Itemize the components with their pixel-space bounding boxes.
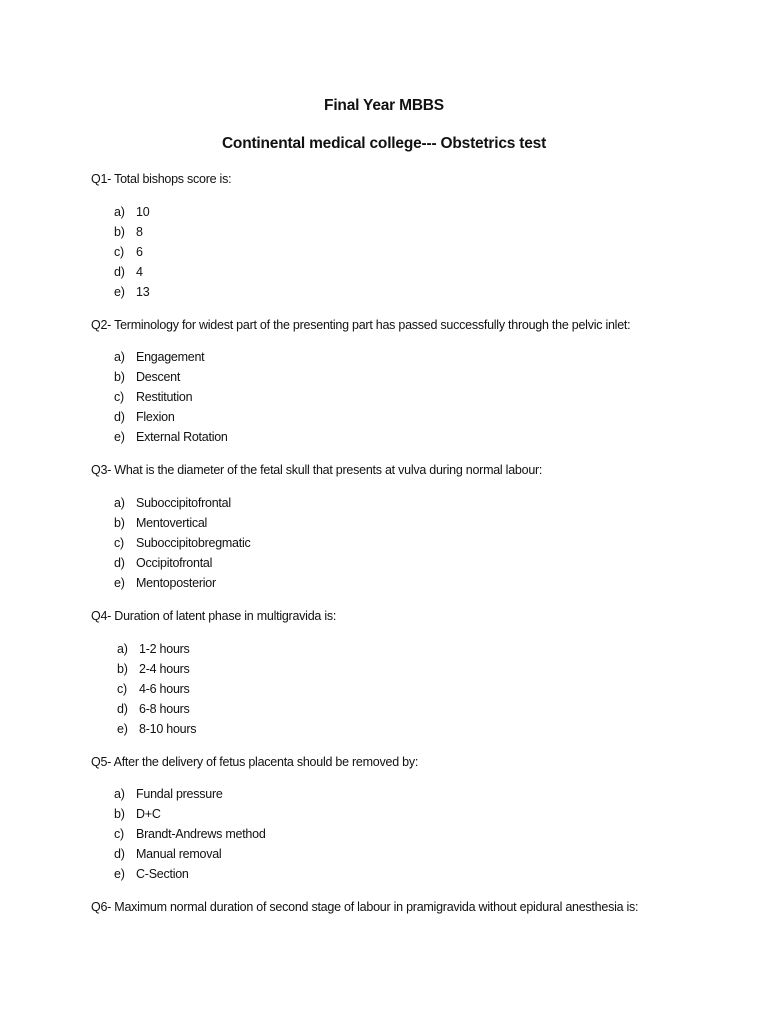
option-letter: d) <box>114 410 125 425</box>
document-subtitle: Continental medical college--- Obstetrics test <box>221 135 547 152</box>
option-letter: d) <box>117 702 128 717</box>
option-letter: a) <box>114 496 125 510</box>
option-text: 6 <box>136 245 143 260</box>
option-letter: e) <box>114 576 125 591</box>
option-letter: b) <box>114 516 125 531</box>
question-5-text: Q5- After the delivery of fetus placenta should be removed by: <box>91 755 419 769</box>
option-text: C-Section <box>136 867 189 882</box>
option-letter: c) <box>114 536 124 551</box>
option-letter: d) <box>114 847 125 862</box>
option-letter: e) <box>114 867 125 882</box>
question-6-text: Q6- Maximum normal duration of second stage of labour in pramigravida without epidural anesthesia is: <box>91 900 639 914</box>
option-text: 4-6 hours <box>139 682 190 697</box>
option-text: 6-8 hours <box>139 702 190 717</box>
question-2-text: Q2- Terminology for widest part of the presenting part has passed successfully through the pelvic inlet: <box>91 318 631 332</box>
option-letter: a) <box>117 642 128 656</box>
option-text: D+C <box>136 807 161 822</box>
option-text: Occipitofrontal <box>136 556 213 571</box>
option-text: Manual removal <box>136 847 222 862</box>
option-letter: a) <box>114 205 125 219</box>
option-text: Mentovertical <box>136 516 208 531</box>
option-text: External Rotation <box>136 430 228 445</box>
option-text: 10 <box>136 205 150 219</box>
option-text: Suboccipitofrontal <box>136 496 231 510</box>
option-letter: c) <box>114 390 124 405</box>
option-text: Engagement <box>136 350 205 364</box>
option-letter: c) <box>117 682 127 697</box>
option-letter: c) <box>114 827 124 842</box>
option-text: Fundal pressure <box>136 787 223 801</box>
option-text: 8 <box>136 225 143 240</box>
question-3-text: Q3- What is the diameter of the fetal skull that presents at vulva during normal labour: <box>91 463 543 477</box>
question-4-text: Q4- Duration of latent phase in multigravida is: <box>91 609 337 623</box>
option-text: Brandt-Andrews method <box>136 827 266 842</box>
option-letter: e) <box>117 722 128 737</box>
option-letter: b) <box>114 225 125 240</box>
option-letter: d) <box>114 556 125 571</box>
option-letter: e) <box>114 430 125 445</box>
option-letter: b) <box>117 662 128 677</box>
option-text: 4 <box>136 265 143 280</box>
option-text: 13 <box>136 285 150 300</box>
option-letter: d) <box>114 265 125 280</box>
option-text: Descent <box>136 370 181 385</box>
option-text: 8-10 hours <box>139 722 197 737</box>
option-letter: b) <box>114 807 125 822</box>
option-letter: c) <box>114 245 124 260</box>
question-1-text: Q1- Total bishops score is: <box>91 172 232 186</box>
option-text: 2-4 hours <box>139 662 190 677</box>
option-letter: a) <box>114 350 125 364</box>
option-text: Flexion <box>136 410 175 425</box>
option-text: Mentoposterior <box>136 576 216 591</box>
option-letter: a) <box>114 787 125 801</box>
option-letter: b) <box>114 370 125 385</box>
option-text: 1-2 hours <box>139 642 190 656</box>
option-text: Suboccipitobregmatic <box>136 536 251 551</box>
document-title: Final Year MBBS <box>324 97 444 114</box>
option-text: Restitution <box>136 390 193 405</box>
option-letter: e) <box>114 285 125 300</box>
